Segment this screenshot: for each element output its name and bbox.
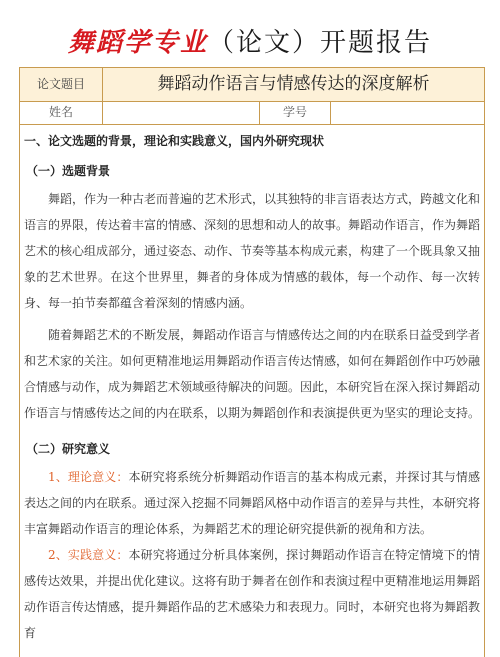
item-number: 2、实践意义：	[48, 548, 129, 562]
name-label: 姓名	[20, 101, 103, 124]
title-brand: 舞蹈学专业	[67, 28, 208, 58]
background-paragraph: 舞蹈，作为一种古老而普遍的艺术形式，以其独特的非言语表达方式，跨越文化和语言的界限，传达着丰富的情感、深刻的思想和动人的故事。舞蹈动作语言，作为舞蹈艺术的核心组成部分，通过姿态、动作、节奏等基本构成元素，构建了一个既具象又抽象的艺术世界。在这个世界里，舞者的身体成为情感的载体，每一个动作、每一次转身、每一拍节奏都蕴含着深刻的情感内涵。	[24, 192, 481, 310]
section-heading: 一、论文选题的背景，理论和实践意义，国内外研究现状	[24, 134, 325, 148]
page-title	[0, 26, 500, 60]
topic-label: 论文题目	[20, 68, 103, 101]
item-number: 1、理论意义：	[48, 470, 129, 484]
significance-item	[24, 542, 480, 646]
item-text: 本研究将系统分析舞蹈动作语言的基本构成元素，并探讨其与情感表达之间的内在联系。通过深入挖掘不同舞蹈风格中动作语言的差异与共性，本研究将丰富舞蹈动作语言的理论体系，为舞蹈艺术的理论研究提供新的视角和方法。	[24, 470, 481, 536]
background-paragraph: 随着舞蹈艺术的不断发展，舞蹈动作语言与情感传达之间的内在联系日益受到学者和艺术家的关注。如何更精准地运用舞蹈动作语言传达情感，如何在舞蹈创作中巧妙融合情感与动作，成为舞蹈艺术领域亟待解决的问题。因此，本研究旨在深入探讨舞蹈动作语言与情感传达之间的内在联系，以期为舞蹈创作和表演提供更为坚实的理论支持。	[24, 328, 481, 420]
id-value	[331, 101, 484, 124]
id-label: 学号	[260, 101, 331, 124]
student-info-row	[20, 101, 484, 125]
item-text: 本研究将通过分析具体案例，探讨舞蹈动作语言在特定情境下的情感传达效果，并提出优化建议。这将有助于舞者在创作和表演过程中更精准地运用舞蹈动作语言传达情感，提升舞蹈作品的艺术感染力和表现力。同时，本研究也将为舞蹈教育	[24, 548, 481, 640]
subsection-heading-background: （一）选题背景	[26, 164, 111, 178]
report-content	[24, 132, 480, 646]
subsection-heading-significance: （二）研究意义	[26, 442, 111, 456]
topic-value: 舞蹈动作语言与情感传达的深度解析	[103, 68, 484, 101]
name-value	[103, 101, 260, 124]
title-rest: （论文）开题报告	[208, 28, 433, 58]
report-frame	[19, 67, 485, 657]
significance-item	[24, 464, 480, 542]
topic-row	[20, 68, 484, 102]
